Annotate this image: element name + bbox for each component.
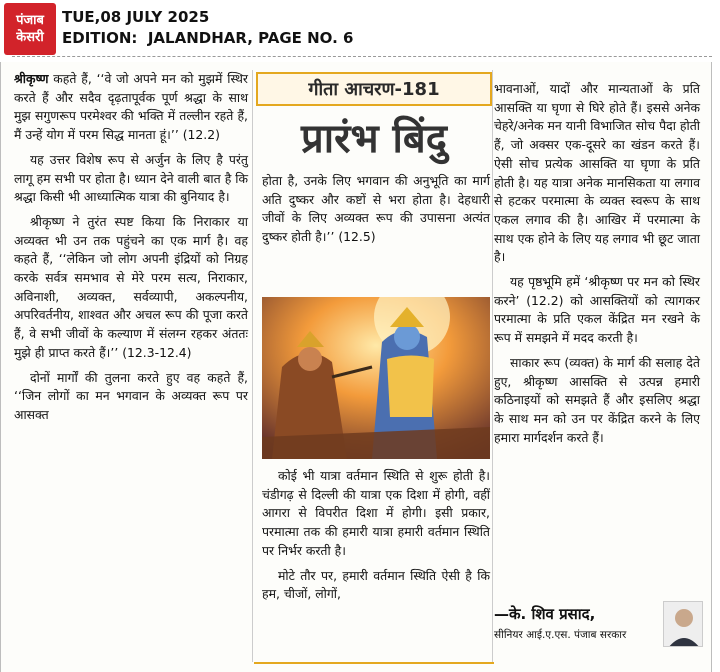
paragraph: भावनाओं, यादों और मान्यताओं के प्रति आसक्ति या घृणा से घिरे होते हैं। इससे अनेक चेहरे/अनेक मन यानी विभाजित सोच पैदा होती हैं, जो अक्सर एक-दूसरे का खंडन करते हैं। ऐसी सोच प्रत्येक आसक्ति या घृणा के प्रति होती है। यह यात्रा अनेक मानसिकता या लगाव से हटकर परमात्मा के व्यक्त स्वरूप के साथ एकल लगाव की है। आखिर में परमात्मा के साथ एक होने के लिए यह लगाव भी छूट जाता है। xyxy=(494,81,700,265)
issue-date: TUE,08 JULY 2025 xyxy=(62,8,210,26)
article-column-1 xyxy=(14,70,248,431)
paragraph: श्रीकृष्ण ने तुरंत स्पष्ट किया कि निराकार या अव्यक्त भी उन तक पहुंचने का एक मार्ग है। वह कहते हैं, ‘‘लेकिन जो लोग अपनी इंद्रियों को निग्रह करके सर्वत्र समभाव से मेरे परम सत्य, निराकार, अविनाशी, अव्यक्त, सर्वव्यापी, अकल्पनीय, अपरिवर्तनीय, शाश्वत और अचल रूप की पूजा करते हैं, वे सभी जीवों के कल्याण में संलग्न रहकर अंततः मुझे ही प्राप्त करते हैं।’’ (12.3-12.4) xyxy=(14,213,248,360)
logo-line-1: पंजाब xyxy=(16,13,44,28)
clip-cut-line xyxy=(12,56,712,57)
paragraph: मोटे तौर पर, हमारी वर्तमान स्थिति ऐसी है कि हम, चीजों, लोगों, xyxy=(262,567,490,602)
next-section-edge xyxy=(254,662,494,672)
paragraph: साकार रूप (व्यक्त) के मार्ग की सलाह देते हुए, श्रीकृष्ण आसक्ति से उत्पन्न हमारी कठिनाइयों को समझते हैं और इसलिए श्रद्धा के साथ मन को उन पर केंद्रित करने के लिए हमारा मार्गदर्शन करते हैं। xyxy=(494,354,700,445)
article-column-2-top xyxy=(262,172,490,253)
paragraph: श्रीकृष्ण कहते हैं, ‘‘वे जो अपने मन को मुझमें स्थिर करते हैं और सदैव दृढ़तापूर्वक पूर्ण श्रद्धा के साथ मुझ सगुणरूप परमेश्वर की भक्ति में तल्लीन रहते हैं, मैं उन्हें योग में परम सिद्ध मानता हूं।’’ (12.2) xyxy=(14,71,248,143)
logo-line-2: केसरी xyxy=(16,30,44,45)
paragraph: यह पृष्ठभूमि हमें ‘श्रीकृष्ण पर मन को स्थिर करने’ (12.2) को आसक्तियों को त्यागकर परमात्मा के प्रति एकल केंद्रित मन रखने के रूप में समझने में मदद करती है। xyxy=(494,274,700,346)
article-column-3 xyxy=(494,80,700,453)
krishna-arjuna-illustration xyxy=(262,297,490,459)
paragraph: यह उत्तर विशेष रूप से अर्जुन के लिए है परंतु लागू हम सभी पर होता है। ध्यान देने वाली बात है कि श्रद्धा किसी भी आध्यात्मिक यात्रा की बुनियाद है। xyxy=(14,151,248,205)
author-photo xyxy=(663,601,703,647)
column-rule xyxy=(492,70,493,662)
paragraph: कोई भी यात्रा वर्तमान स्थिति से शुरू होती है। चंडीगढ़ से दिल्ली की यात्रा एक दिशा में होगी, वहीं आगरा से विपरीत दिशा में होगी। इसी प्रकार, परमात्मा तक की हमारी यात्रा हमारी वर्तमान स्थिति पर निर्भर करती है। xyxy=(262,468,490,558)
lead-word: श्रीकृष्ण xyxy=(14,71,49,86)
paragraph: दोनों मार्गों की तुलना करते हुए वह कहते हैं, ‘‘जिन लोगों का मन भगवान के अव्यक्त रूप पर आसक्त xyxy=(14,369,248,422)
article-headline: प्रारंभ बिंदु xyxy=(301,115,447,162)
column-rule xyxy=(252,70,253,662)
newspaper-logo xyxy=(4,3,56,55)
author-title: सीनियर आई.ए.एस. पंजाब सरकार xyxy=(494,629,627,641)
author-signature xyxy=(494,604,664,642)
edition-info xyxy=(62,7,353,49)
author-name: —के. शिव प्रसाद, xyxy=(494,605,596,623)
column-series-label: गीता आचरण-181 xyxy=(256,72,492,106)
article-column-2-bottom xyxy=(262,467,490,610)
edition-page: EDITION: JALANDHAR, PAGE NO. 6 xyxy=(62,29,354,47)
paragraph: होता है, उनके लिए भगवान की अनुभूति का मार्ग अति दुष्कर और कष्टों से भरा होता है। देहधारी जीवों के लिए अव्यक्त रूप की उपासना अत्यंत दुष्कर होती है।’’ (12.5) xyxy=(262,173,490,245)
